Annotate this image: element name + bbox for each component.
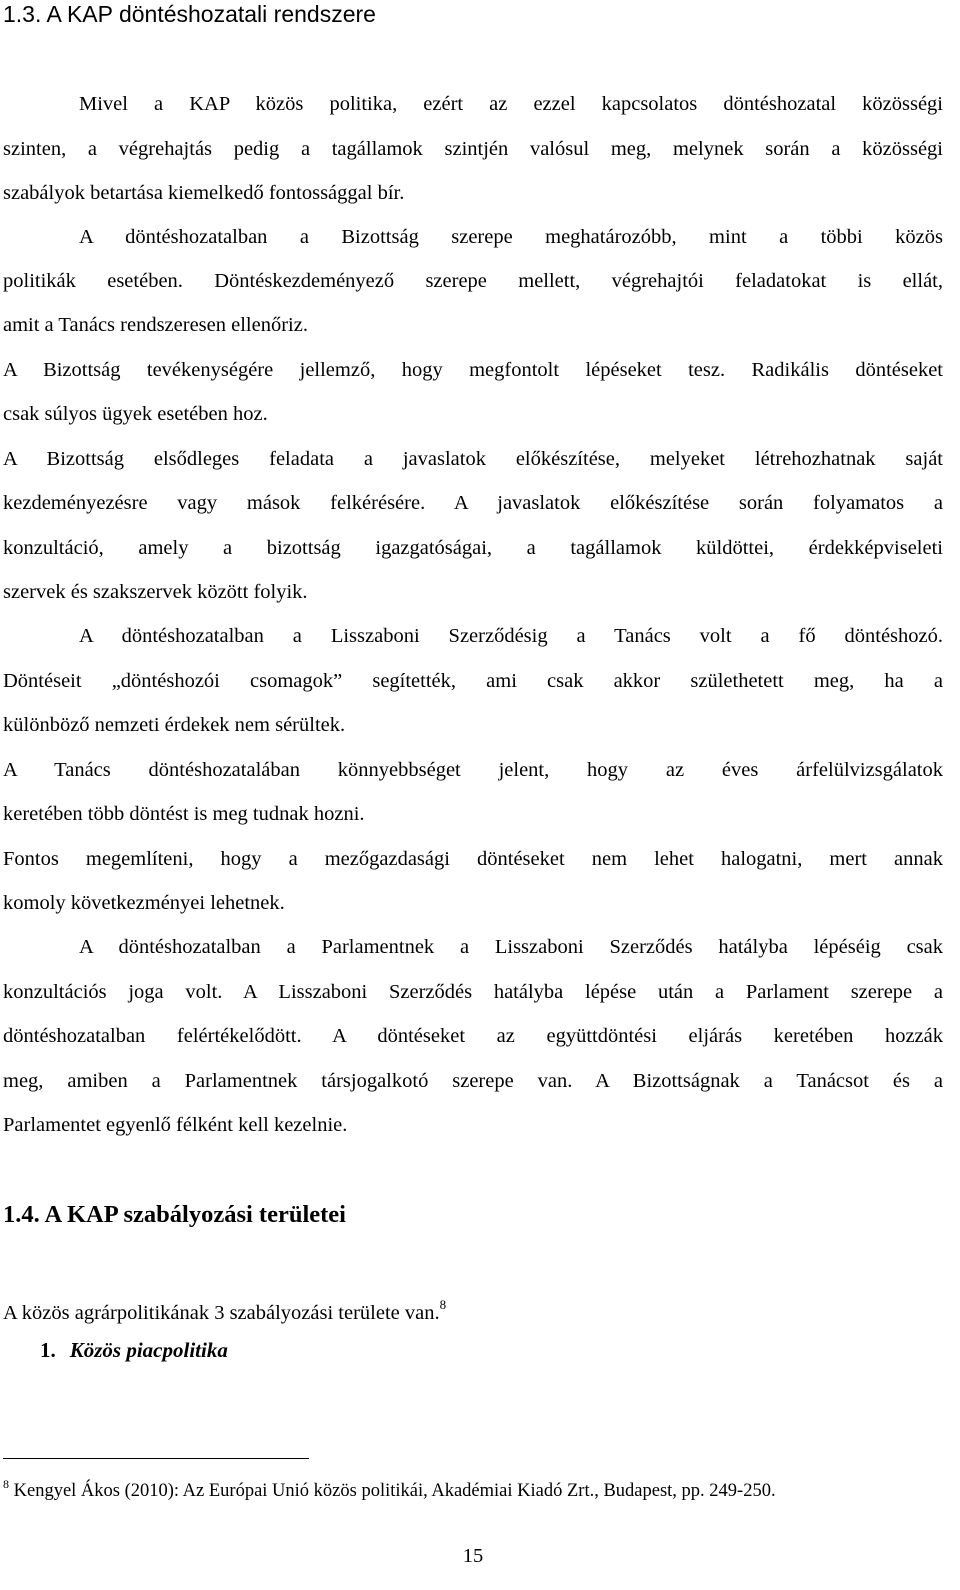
body-line: amit a Tanács rendszeresen ellenőriz. — [3, 314, 308, 336]
body-line: döntéshozatalban felértékelődött. A döntéseket az együttdöntési eljárás keretében hozzák — [3, 1025, 943, 1047]
footnote-reference[interactable]: 8 — [439, 1297, 447, 1312]
body-line: Döntéseit „döntéshozói csomagok” segítették, ami csak akkor születhetett meg, ha a — [3, 670, 943, 692]
list-item — [40, 1335, 228, 1365]
body-line: A Bizottság elsődleges feladata a javaslatok előkészítése, melyeket létrehozhatnak saját — [3, 448, 943, 470]
body-line: konzultáció, amely a bizottság igazgatóságai, a tagállamok küldöttei, érdekképviseleti — [3, 537, 943, 559]
list-item-label: Közös piacpolitika — [69, 1338, 228, 1362]
body-line: szinten, a végrehajtás pedig a tagállamok szintjén valósul meg, melynek során a közösségi — [3, 138, 943, 160]
body-line: politikák esetében. Döntéskezdeményező szerepe mellett, végrehajtói feladatokat is ellát, — [3, 270, 943, 292]
body-line: A döntéshozatalban a Parlamentnek a Lisszaboni Szerződés hatályba lépéséig csak — [79, 936, 943, 958]
body-line: konzultációs joga volt. A Lisszaboni Szerződés hatályba lépése után a Parlament szerepe a — [3, 981, 943, 1003]
body-line: Mivel a KAP közös politika, ezért az ezzel kapcsolatos döntéshozatal közösségi — [79, 93, 943, 115]
body-line: Fontos megemlíteni, hogy a mezőgazdasági döntéseket nem lehet halogatni, mert annak — [3, 848, 943, 870]
section-heading-1-4: 1.4. A KAP szabályozási területei — [3, 1201, 346, 1228]
body-line: keretében több döntést is meg tudnak hozni. — [3, 803, 365, 825]
body-line: A döntéshozatalban a Bizottság szerepe meghatározóbb, mint a többi közös — [79, 226, 943, 248]
section-1-4-intro — [3, 1290, 446, 1328]
footnote — [3, 1471, 776, 1504]
section-heading-1-3: 1.3. A KAP döntéshozatali rendszere — [3, 1, 376, 27]
section-1-3-body — [3, 89, 943, 1149]
body-line: A Tanács döntéshozatalában könnyebbséget jelent, hogy az éves árfelülvizsgálatok — [3, 759, 943, 781]
body-line: különböző nemzeti érdekek nem sérültek. — [3, 714, 346, 736]
list-item-number: 1. — [40, 1338, 56, 1362]
body-line: csak súlyos ügyek esetében hoz. — [3, 403, 268, 425]
body-line: Parlamentet egyenlő félként kell kezelnie. — [3, 1114, 348, 1136]
body-line: kezdeményezésre vagy mások felkérésére. A javaslatok előkészítése során folyamatos a — [3, 492, 943, 514]
body-line: meg, amiben a Parlamentnek társjogalkotó szerepe van. A Bizottságnak a Tanácsot és a — [3, 1070, 943, 1092]
body-line: szabályok betartása kiemelkedő fontossággal bír. — [3, 182, 405, 204]
body-line: A Bizottság tevékenységére jellemző, hogy megfontolt lépéseket tesz. Radikális döntéseket — [3, 359, 943, 381]
page-number: 15 — [462, 1545, 484, 1567]
footnote-separator — [3, 1458, 309, 1459]
footnote-marker: 8 — [3, 1477, 9, 1491]
body-line: A döntéshozatalban a Lisszaboni Szerződésig a Tanács volt a fő döntéshozó. — [79, 625, 943, 647]
intro-text: A közös agrárpolitikának 3 szabályozási területe van. — [3, 1302, 440, 1324]
body-line: szervek és szakszervek között folyik. — [3, 581, 308, 603]
body-line: komoly következményei lehetnek. — [3, 892, 285, 914]
footnote-text: Kengyel Ákos (2010): Az Európai Unió közös politikái, Akadémiai Kiadó Zrt., Budapest, pp. 249-250. — [13, 1481, 776, 1501]
